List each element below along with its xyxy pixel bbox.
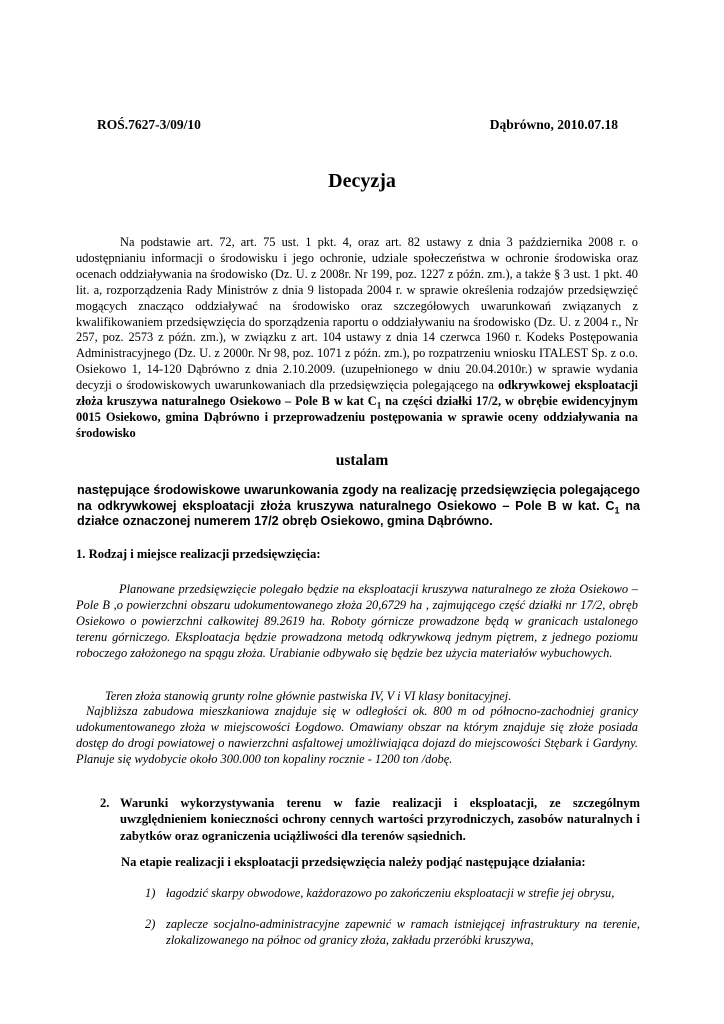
decision-heading: ustalam [335,452,389,469]
actions-heading: Na etapie realizacji i eksploatacji przedsięwzięcia należy podjąć następujące działania: [121,855,586,869]
land-description-paragraph: Teren złoża stanowią grunty rolne głównie pastwiska IV, V i VI klasy bonitacyjnej. [105,689,512,703]
list-item [145,886,640,902]
document-title: Decyzja [328,170,396,192]
nearby-housing-paragraph: Najbliższa zabudowa mieszkaniowa znajduje się w odległości ok. 800 m od północno-zachodniej granicy udokumentowanego złoża w miejscowości Łogdowo. Omawiany obszar na którym znajduje się złoże posiada dostęp do drogi powiatowej o nawierzchni asfaltowej umożliwiająca dojazd do miejscowości Stębark i Gardyny. Planuje się wydobycie około 300.000 ton kopaliny rocznie - 1200 ton /dobę. [76,704,638,766]
section-2-heading [100,795,640,844]
place-and-date: Dąbrówno, 2010.07.18 [489,117,618,132]
list-item-text: zaplecze socjalno-administracyjne zapewnić w ramach istniejącej infrastruktury na terenie, zlokalizowanego na północ od granicy złoża, zakładu przeróbki kruszywa, [166,917,640,947]
scope-category-subscript: 1 [614,505,620,516]
category-subscript: 1 [376,400,382,411]
section-2-text: Warunki wykorzystywania terenu w fazie realizacji i eksploatacji, ze szczególnym uwzględnieniem konieczności ochrony cennych wartości przyrodniczych, zasobów naturalnych i zabytków oraz ograniczenia uciążliwości dla terenów sąsiednich. [120,796,640,843]
legal-basis-text: Na podstawie art. 72, art. 75 ust. 1 pkt. 4, oraz art. 82 ustawy z dnia 3 października 2008 r. o udostępnianiu informacji o środowisku i jego ochronie, udziale społeczeństwa w ochronie środowiska oraz ocenach oddziaływania na środowisko (Dz. U. z 2008r. Nr 199, poz. 1227 z późn. zm.), a także § 3 ust. 1 pkt. 40 lit. a, rozporządzenia Rady Ministrów z dnia 9 listopada 2004 r. w sprawie określenia rodzajów przedsięwzięć mogących znacząco oddziaływać na środowisko oraz szczegółowych uwarunkowań związanych z kwalifikowaniem przedsięwzięcia do sporządzenia raportu o oddziaływaniu na środowisko (Dz. U. z 2004 r., Nr 257, poz. 2573 z późn. zm.), w związku z art. 104 ustawy z dnia 14 czerwca 1960 r. Kodeks Postępowania Administracyjnego (Dz. U. z 2000r. Nr 98, poz. 1071 z późn. zm.), po rozpatrzeniu wniosku ITALEST Sp. z o.o. Osiekowo 1, 14-120 Dąbrówno z dnia 2.10.2009. (uzupełnionego w dniu 20.04.2010r.) w sprawie wydania decyzji o środowiskowych uwarunkowaniach dla przedsięwzięcia polegającego na [76,235,638,393]
section-2-number: 2. [100,796,110,810]
planned-project-paragraph: Planowane przedsięwzięcie polegało będzie na eksploatacji kruszywa naturalnego ze złoża Osiekowo – Pole B ,o powierzchni obszaru udokumentowanego złoża 20,6729 ha , zajmującego część działki nr 17/2, obręb Osiekowo o powierzchni całkowitej 89.2619 ha. Roboty górnicze prowadzone będą w granicach ustalonego terenu górniczego. Eksploatacja będzie prowadzona metodą odkrywkową jednym piętrem, z jednego poziomu roboczego założonego na spągu złoża. Urabianie odbywało się będzie bez użycia materiałów wybuchowych. [76,582,638,660]
decision-scope: następujące środowiskowe uwarunkowania zgody na realizację przedsięwzięcia polegającego na odkrywkowej eksploatacji złoża kruszywa naturalnego Osiekowo – Pole B w kat. $C_1$ na działce oznaczonej numerem 17/2 obręb Osiekowo, gmina Dąbrówno. [77,483,640,529]
section-1-heading: 1. Rodzaj i miejsce realizacji przedsięwzięcia: [76,547,321,561]
list-item-number: 1) [145,886,156,900]
list-item [145,917,640,949]
legal-basis-paragraph [76,235,638,442]
reference-number: ROŚ.7627-3/09/10 [97,117,201,132]
project-description-bold: odkrywkowej eksploatacji złoża kruszywa naturalnego Osiekowo – Pole B w kat $C_1$ na części działki 17/2, w obrębie ewidencyjnym 0015 Osiekowo, gmina Dąbrówno i przeprowadzeniu postępowania w sprawie oceny oddziaływania na środowisko [76,378,638,440]
list-item-text: łagodzić skarpy obwodowe, każdorazowo po zakończeniu eksploatacji w strefie jej obrysu, [166,886,615,900]
list-item-number: 2) [145,917,156,931]
